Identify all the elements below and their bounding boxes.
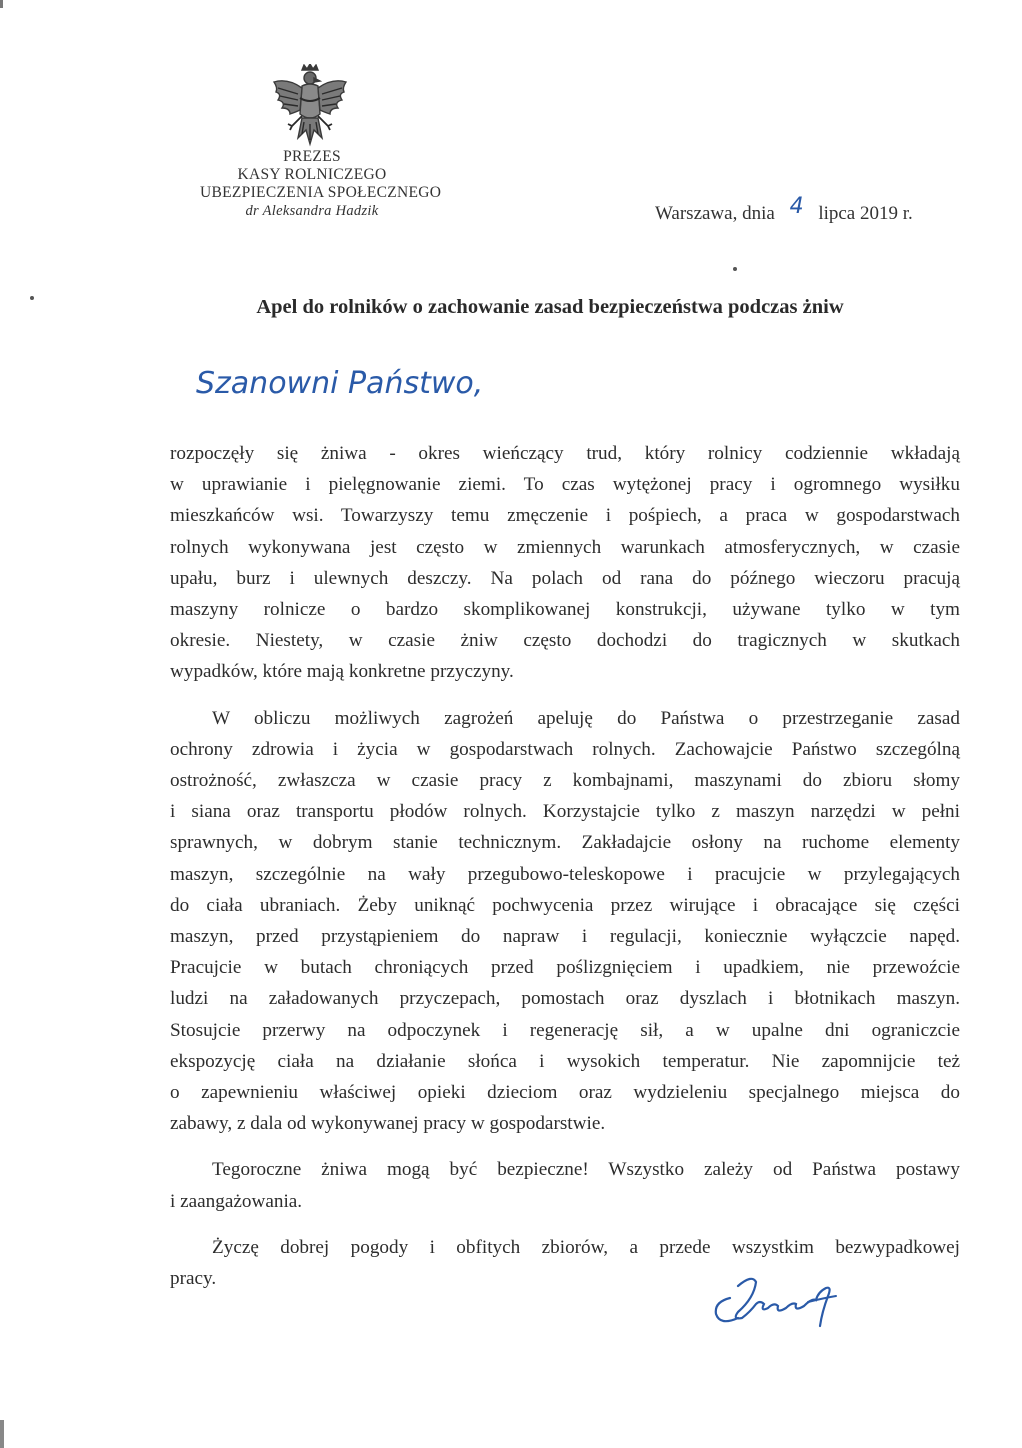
scan-dot bbox=[30, 296, 34, 300]
paragraph-line: i siana oraz transportu płodów rolnych. Korzystajcie tylko z maszyn narzędzi w pełni bbox=[170, 801, 960, 823]
paragraph-line: wypadków, które mają konkretne przyczyny. bbox=[170, 661, 514, 683]
paragraph-gap bbox=[170, 688, 960, 703]
issuing-office bbox=[200, 148, 442, 220]
polish-eagle-emblem-icon bbox=[268, 64, 352, 152]
body-paragraph bbox=[170, 703, 960, 1140]
paragraph-line: pracy. bbox=[170, 1268, 217, 1290]
paragraph-line: o zapewnieniu właściwej opieki dzieciom oraz wydzieleniu specjalnego miejsca do bbox=[170, 1082, 960, 1104]
paragraph-line: Tegoroczne żniwa mogą być bezpieczne! Wszystko zależy od Państwa postawy bbox=[212, 1159, 960, 1181]
paragraph-line: ostrożność, zwłaszcza w czasie pracy z kombajnami, maszynami do zbioru słomy bbox=[170, 770, 960, 792]
date-line bbox=[655, 194, 975, 225]
date-day-handwritten: 4 bbox=[789, 194, 804, 219]
office-line-2: KASY ROLNICZEGO bbox=[237, 166, 387, 183]
paragraph-line: Życzę dobrej pogody i obfitych zbiorów, a przede wszystkim bezwypadkowej bbox=[212, 1236, 960, 1258]
paragraph-line: W obliczu możliwych zagrożeń apeluję do Państwa o przestrzeganie zasad bbox=[212, 707, 960, 729]
letter-body bbox=[170, 438, 960, 1294]
scan-edge bbox=[0, 0, 6, 1448]
body-paragraph bbox=[170, 438, 960, 688]
paragraph-line: ekspozycję ciała na działanie słońca i wysokich temperatur. Nie zapomnijcie też bbox=[170, 1050, 960, 1072]
office-line-1: PREZES bbox=[283, 148, 341, 165]
official-name: dr Aleksandra Hadzik bbox=[245, 203, 379, 219]
paragraph-line: maszyny rolnicze o bardzo skomplikowanej konstrukcji, używane tylko w tym bbox=[170, 599, 960, 621]
paragraph-line: upału, burz i ulewnych deszczy. Na polach od rana do późnego wieczoru pracują bbox=[170, 567, 960, 589]
paragraph-line: okresie. Niestety, w czasie żniw często dochodzi do tragicznych w skutkach bbox=[170, 630, 960, 652]
paragraph-line: ochrony zdrowia i życia w gospodarstwach rolnych. Zachowajcie Państwo szczególną bbox=[170, 738, 960, 760]
paragraph-line: ludzi na załadowanych przyczepach, pomostach oraz dyszlach i błotnikach maszyn. bbox=[170, 988, 960, 1010]
paragraph-gap bbox=[170, 1217, 960, 1232]
office-line-3: UBEZPIECZENIA SPOŁECZNEGO bbox=[200, 184, 442, 201]
paragraph-line: Pracujcie w butach chroniących przed poślizgnięciem i upadkiem, nie przewoźcie bbox=[170, 957, 960, 979]
paragraph-line: Stosujcie przerwy na odpoczynek i regenerację sił, a w upalne dni ograniczcie bbox=[170, 1019, 960, 1041]
paragraph-line: zabawy, z dala od wykonywanej pracy w gospodarstwie. bbox=[170, 1113, 606, 1135]
paragraph-line: do ciała ubraniach. Żeby uniknąć pochwycenia przez wirujące i obracające się części bbox=[170, 894, 960, 916]
paragraph-line: maszyn, szczególnie na wały przegubowo-teleskopowe i pracujcie w przylegających bbox=[170, 863, 960, 885]
paragraph-line: maszyn, przed przystąpieniem do napraw i regulacji, koniecznie wyłączcie napęd. bbox=[170, 926, 960, 948]
date-prefix: Warszawa, dnia bbox=[655, 203, 775, 224]
paragraph-gap bbox=[170, 1139, 960, 1154]
paragraph-line: i zaangażowania. bbox=[170, 1190, 303, 1212]
salutation-handwritten: Szanowni Państwo, bbox=[196, 366, 484, 401]
letter-title: Apel do rolników o zachowanie zasad bezpieczeństwa podczas żniw bbox=[256, 296, 844, 318]
paragraph-line: sprawnych, w dobrym stanie technicznym. Zakładajcie osłony na ruchome elementy bbox=[170, 832, 960, 854]
handwritten-signature-icon bbox=[708, 1268, 858, 1332]
date-suffix: lipca 2019 r. bbox=[818, 203, 913, 224]
paragraph-line: rozpoczęły się żniwa - okres wieńczący trud, który rolnicy codziennie wkładają bbox=[170, 443, 960, 464]
paragraph-line: rolnych wykonywana jest często w zmiennych warunkach atmosferycznych, w czasie bbox=[170, 536, 960, 558]
scan-dot bbox=[733, 267, 737, 271]
paragraph-line: mieszkańców wsi. Towarzyszy temu zmęczenie i pośpiech, a praca w gospodarstwach bbox=[170, 505, 960, 527]
body-paragraph bbox=[170, 1154, 960, 1216]
paragraph-line: w uprawianie i pielęgnowanie ziemi. To czas wytężonej pracy i ogromnego wysiłku bbox=[170, 474, 960, 496]
